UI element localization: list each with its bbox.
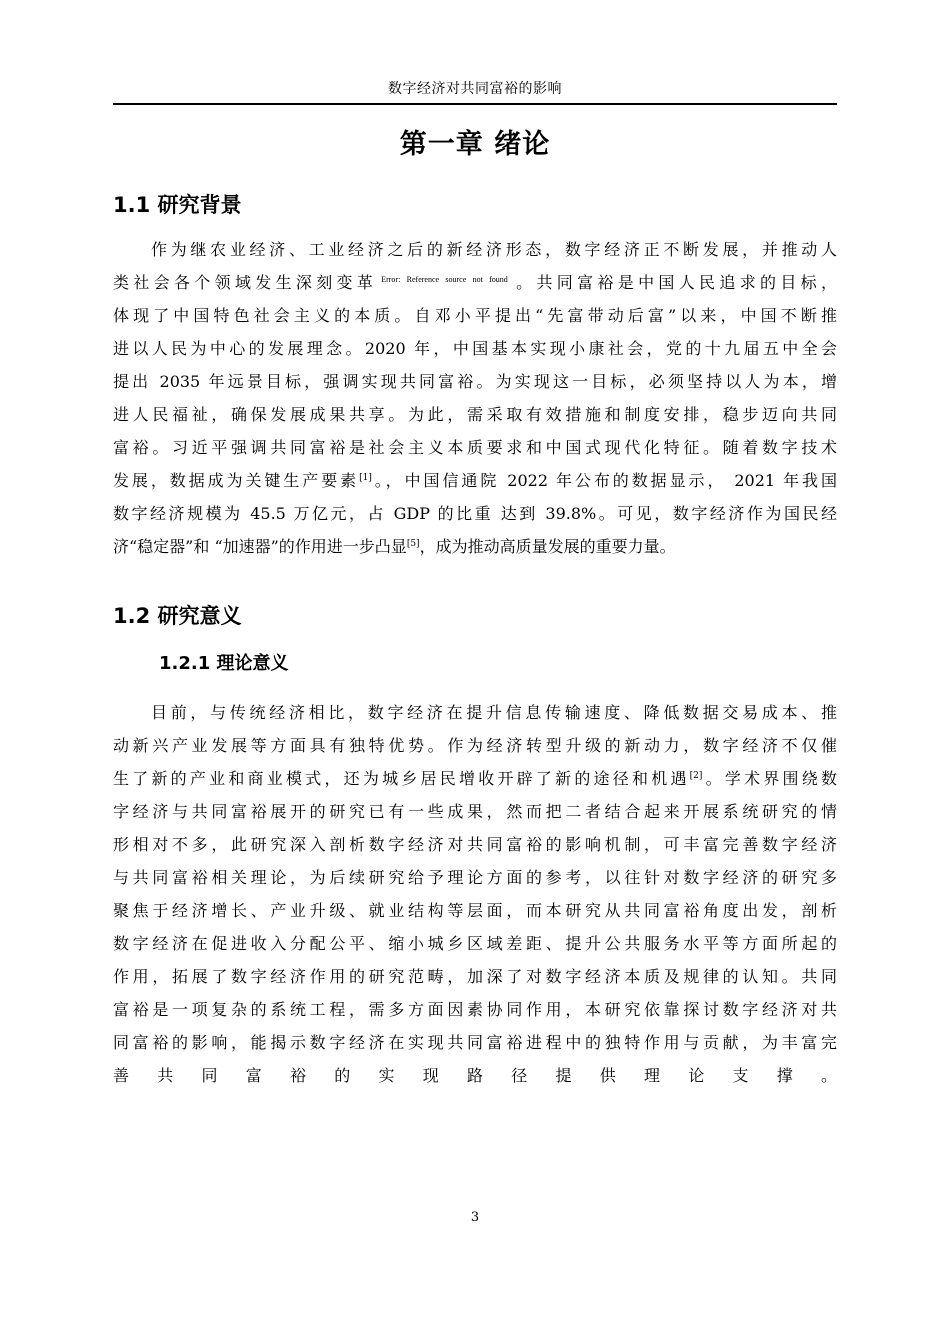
text-line: 数字经济在促进收入分配公平、缩小城乡区域差距、提升公共服务水平等方面所起的	[113, 934, 837, 953]
text-line	[113, 530, 837, 563]
citation-ref: [5]	[406, 539, 420, 549]
text-line	[113, 1092, 837, 1125]
running-header: 数字经济对共同富裕的影响	[388, 81, 562, 97]
reference-error: Error: Reference source not found	[381, 275, 508, 284]
text-line: 进人民福祉，确保发展成果共享。为此，需采取有效措施和制度安排，稳步迈向共同	[113, 405, 837, 424]
text-line: 善共同富裕的实现路径提供理论支撑。	[113, 1066, 837, 1085]
section-heading-1-2: 1.2 研究意义	[113, 604, 242, 628]
text-line	[113, 266, 837, 299]
chapter-title: 第一章 绪论	[399, 129, 551, 160]
text-segment: 。学术界围绕数	[702, 769, 837, 788]
text-line: 作用，拓展了数字经济作用的研究范畴，加深了对数字经济本质及规律的认知。共同	[113, 967, 837, 986]
text-line: 形相对不多，此研究深入剖析数字经济对共同富裕的影响机制，可丰富完善数字经济	[113, 835, 837, 854]
text-line: 富裕。习近平强调共同富裕是社会主义本质要求和中国式现代化特征。随着数字技术	[113, 438, 837, 457]
text-line: 同富裕的影响，能揭示数字经济在实现共同富裕进程中的独特作用与贡献，为丰富完	[113, 1033, 837, 1052]
citation-ref: [2]	[689, 771, 703, 781]
section-heading-1-1: 1.1 研究背景	[113, 193, 242, 217]
text-segment: 。共同富裕是中国人民追求的目标，	[511, 273, 837, 292]
text-line: 提出 2035 年远景目标，强调实现共同富裕。为实现这一目标，必须坚持以人为本，增	[113, 372, 837, 391]
paragraph-research-background	[113, 233, 837, 563]
text-line: 动新兴产业发展等方面具有独特优势。作为经济转型升级的新动力，数字经济不仅催	[113, 736, 837, 755]
text-line: 进以人民为中心的发展理念。2020 年，中国基本实现小康社会，党的十九届五中全会	[113, 339, 837, 358]
page-number: 3	[470, 1210, 480, 1225]
text-line: 字经济与共同富裕展开的研究已有一些成果，然而把二者结合起来开展系统研究的情	[113, 802, 837, 821]
text-line: 与共同富裕相关理论，为后续研究给予理论方面的参考，以往针对数字经济的研究多	[113, 868, 837, 887]
text-segment: ，成为推动高质量发展的重要力量。	[419, 537, 676, 556]
text-line: 聚焦于经济增长、产业升级、就业结构等层面，而本研究从共同富裕角度出发，剖析	[113, 901, 837, 920]
text-line: 富裕是一项复杂的系统工程，需多方面因素协同作用，本研究依靠探讨数字经济对共	[113, 1000, 837, 1019]
text-segment: 济“稳定器”和 “加速器”的作用进一步凸显	[113, 537, 407, 556]
citation-ref: [1]	[359, 473, 372, 483]
text-line: 作为继农业经济、工业经济之后的新经济形态，数字经济正不断发展，并推动人	[151, 240, 837, 259]
paragraph-theoretical-significance	[113, 696, 837, 1125]
text-line	[113, 464, 837, 497]
text-line: 体现了中国特色社会主义的本质。自邓小平提出“先富带动后富”以来，中国不断推	[113, 306, 837, 325]
text-line	[113, 762, 837, 795]
text-segment: 类社会各个领域发生深刻变革	[113, 273, 378, 292]
header-rule	[113, 103, 837, 105]
text-segment: 。，中国信通院 2022 年公布的数据显示， 2021 年我国	[371, 471, 837, 490]
text-line: 数字经济规模为 45.5 万亿元，占 GDP 的比重 达到 39.8%。可见，数字经济作为国民经	[113, 504, 837, 523]
text-segment: 发展，数据成为关键生产要素	[113, 471, 360, 490]
text-line: 目前，与传统经济相比，数字经济在提升信息传输速度、降低数据交易成本、推	[151, 703, 837, 722]
subsection-heading-1-2-1: 1.2.1 理论意义	[159, 653, 289, 674]
text-segment: 生了新的产业和商业模式，还为城乡居民增收开辟了新的途径和机遇	[113, 769, 690, 788]
